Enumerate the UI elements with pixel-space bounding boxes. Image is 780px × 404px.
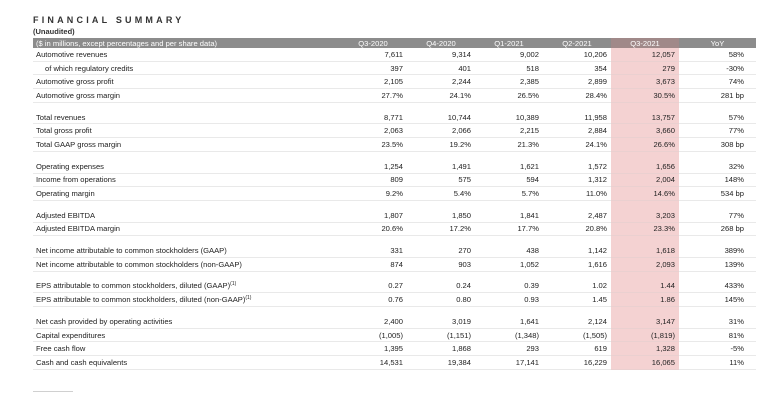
value-cell-q3-2021: 3,203 bbox=[611, 209, 679, 222]
value-cell-q3-2020: 23.5% bbox=[339, 138, 407, 152]
table-row bbox=[33, 61, 756, 75]
spacer-cell bbox=[407, 102, 475, 111]
value-cell-yoy: 74% bbox=[679, 75, 756, 89]
value-cell-q4-2020: 24.1% bbox=[407, 89, 475, 103]
value-cell-yoy: 389% bbox=[679, 244, 756, 257]
row-label: Automotive revenues bbox=[36, 49, 108, 59]
row-label: Free cash flow bbox=[36, 344, 86, 354]
page-title: FINANCIAL SUMMARY bbox=[33, 15, 185, 25]
value-cell-q4-2020: 19.2% bbox=[407, 138, 475, 152]
value-cell-q3-2020: 1,395 bbox=[339, 342, 407, 356]
value-cell-q1-2021: (1,348) bbox=[475, 328, 543, 342]
spacer-cell bbox=[407, 271, 475, 280]
value-cell-q1-2021: 10,389 bbox=[475, 111, 543, 124]
spacer-cell bbox=[339, 102, 407, 111]
value-cell-q3-2021: 1,618 bbox=[611, 244, 679, 257]
value-cell-q1-2021: 594 bbox=[475, 173, 543, 187]
row-label: Net income attributable to common stockholders (GAAP) bbox=[36, 246, 227, 256]
value-cell-q3-2020: 2,400 bbox=[339, 315, 407, 328]
value-cell-q2-2021: 20.8% bbox=[543, 222, 611, 236]
value-cell-q3-2020: 0.76 bbox=[339, 293, 407, 307]
value-cell-q2-2021: 11.0% bbox=[543, 187, 611, 201]
spacer-cell bbox=[33, 307, 339, 316]
row-label-cell bbox=[33, 89, 339, 103]
table-row bbox=[33, 75, 756, 89]
financial-summary-table bbox=[33, 38, 756, 370]
row-label-cell bbox=[33, 244, 339, 257]
spacer-cell bbox=[407, 151, 475, 160]
value-cell-yoy: 57% bbox=[679, 111, 756, 124]
value-cell-q1-2021: 2,215 bbox=[475, 124, 543, 138]
table-row bbox=[33, 342, 756, 356]
table-row bbox=[33, 257, 756, 271]
value-cell-q2-2021: 1,312 bbox=[543, 173, 611, 187]
row-label-cell bbox=[33, 356, 339, 370]
value-cell-q1-2021: 1,641 bbox=[475, 315, 543, 328]
value-cell-q2-2021: 24.1% bbox=[543, 138, 611, 152]
value-cell-q3-2021: 1.86 bbox=[611, 293, 679, 307]
table-header-row bbox=[33, 38, 756, 48]
value-cell-q4-2020: 903 bbox=[407, 257, 475, 271]
value-cell-yoy: 77% bbox=[679, 209, 756, 222]
row-label-cell bbox=[33, 187, 339, 201]
spacer-cell bbox=[407, 307, 475, 316]
value-cell-q1-2021: 518 bbox=[475, 61, 543, 75]
value-cell-q3-2021: 26.6% bbox=[611, 138, 679, 152]
value-cell-q2-2021: 16,229 bbox=[543, 356, 611, 370]
value-cell-q2-2021: 1,572 bbox=[543, 160, 611, 173]
row-label: Net cash provided by operating activities bbox=[36, 316, 173, 326]
value-cell-q4-2020: 19,384 bbox=[407, 356, 475, 370]
spacer-cell bbox=[407, 200, 475, 209]
spacer-cell bbox=[611, 307, 679, 316]
group-spacer bbox=[33, 102, 756, 111]
value-cell-q2-2021: 1,616 bbox=[543, 257, 611, 271]
value-cell-yoy: 81% bbox=[679, 328, 756, 342]
row-label: of which regulatory credits bbox=[45, 63, 134, 73]
table-row bbox=[33, 244, 756, 257]
row-label: Cash and cash equivalents bbox=[36, 357, 128, 367]
row-label: Operating expenses bbox=[36, 161, 104, 171]
value-cell-q1-2021: 438 bbox=[475, 244, 543, 257]
spacer-cell bbox=[33, 200, 339, 209]
value-cell-q4-2020: 3,019 bbox=[407, 315, 475, 328]
value-cell-yoy: 148% bbox=[679, 173, 756, 187]
spacer-cell bbox=[679, 200, 756, 209]
spacer-cell bbox=[679, 236, 756, 245]
value-cell-q4-2020: 0.80 bbox=[407, 293, 475, 307]
spacer-cell bbox=[475, 151, 543, 160]
value-cell-yoy: 139% bbox=[679, 257, 756, 271]
value-cell-q4-2020: 1,868 bbox=[407, 342, 475, 356]
table-row bbox=[33, 293, 756, 307]
row-label: Total revenues bbox=[36, 112, 86, 122]
spacer-cell bbox=[679, 151, 756, 160]
value-cell-q3-2020: 27.7% bbox=[339, 89, 407, 103]
value-cell-q3-2020: 809 bbox=[339, 173, 407, 187]
value-cell-q3-2021: 30.5% bbox=[611, 89, 679, 103]
value-cell-q4-2020: 575 bbox=[407, 173, 475, 187]
row-label: Automotive gross profit bbox=[36, 77, 114, 87]
table-row bbox=[33, 48, 756, 61]
value-cell-q3-2021: 3,147 bbox=[611, 315, 679, 328]
value-cell-q1-2021: 1,621 bbox=[475, 160, 543, 173]
row-label-cell bbox=[33, 173, 339, 187]
value-cell-q3-2020: 9.2% bbox=[339, 187, 407, 201]
value-cell-yoy: 534 bp bbox=[679, 187, 756, 201]
value-cell-q3-2021: 1,328 bbox=[611, 342, 679, 356]
value-cell-q3-2020: 2,063 bbox=[339, 124, 407, 138]
table-row bbox=[33, 222, 756, 236]
value-cell-q1-2021: 293 bbox=[475, 342, 543, 356]
table-row bbox=[33, 209, 756, 222]
value-cell-q3-2020: 1,807 bbox=[339, 209, 407, 222]
table-row bbox=[33, 111, 756, 124]
value-cell-yoy: -30% bbox=[679, 61, 756, 75]
spacer-cell bbox=[475, 271, 543, 280]
column-header-q2-2021: Q2-2021 bbox=[543, 38, 611, 48]
row-label-cell bbox=[33, 209, 339, 222]
row-label-cell bbox=[33, 342, 339, 356]
value-cell-q1-2021: 9,002 bbox=[475, 48, 543, 61]
spacer-cell bbox=[611, 200, 679, 209]
table-row bbox=[33, 160, 756, 173]
row-label: Capital expenditures bbox=[36, 330, 106, 340]
spacer-cell bbox=[679, 307, 756, 316]
value-cell-q2-2021: 1.02 bbox=[543, 280, 611, 293]
group-spacer bbox=[33, 307, 756, 316]
row-label-cell bbox=[33, 257, 339, 271]
row-label-cell bbox=[33, 124, 339, 138]
row-label: Net income attributable to common stockholders (non-GAAP) bbox=[36, 259, 242, 269]
value-cell-q3-2020: 20.6% bbox=[339, 222, 407, 236]
value-cell-yoy: 32% bbox=[679, 160, 756, 173]
group-spacer bbox=[33, 271, 756, 280]
value-cell-q3-2021: 23.3% bbox=[611, 222, 679, 236]
value-cell-yoy: -5% bbox=[679, 342, 756, 356]
spacer-cell bbox=[679, 271, 756, 280]
spacer-cell bbox=[33, 236, 339, 245]
value-cell-q3-2020: (1,005) bbox=[339, 328, 407, 342]
value-cell-q2-2021: 11,958 bbox=[543, 111, 611, 124]
row-label: Operating margin bbox=[36, 189, 95, 199]
value-cell-q4-2020: 0.24 bbox=[407, 280, 475, 293]
spacer-cell bbox=[407, 236, 475, 245]
spacer-cell bbox=[33, 271, 339, 280]
value-cell-q2-2021: 2,124 bbox=[543, 315, 611, 328]
spacer-cell bbox=[339, 307, 407, 316]
value-cell-q2-2021: 619 bbox=[543, 342, 611, 356]
value-cell-q3-2021: (1,819) bbox=[611, 328, 679, 342]
spacer-cell bbox=[611, 151, 679, 160]
group-spacer bbox=[33, 151, 756, 160]
spacer-cell bbox=[339, 271, 407, 280]
value-cell-q1-2021: 0.93 bbox=[475, 293, 543, 307]
row-label: Adjusted EBITDA bbox=[36, 210, 96, 220]
value-cell-q4-2020: 1,491 bbox=[407, 160, 475, 173]
spacer-cell bbox=[475, 307, 543, 316]
value-cell-q3-2020: 397 bbox=[339, 61, 407, 75]
row-label: Total GAAP gross margin bbox=[36, 139, 122, 149]
spacer-cell bbox=[475, 200, 543, 209]
row-label-cell bbox=[33, 160, 339, 173]
value-cell-q2-2021: 1,142 bbox=[543, 244, 611, 257]
row-label: EPS attributable to common stockholders, diluted (GAAP) bbox=[36, 281, 231, 291]
group-spacer bbox=[33, 236, 756, 245]
value-cell-q1-2021: 17.7% bbox=[475, 222, 543, 236]
value-cell-yoy: 268 bp bbox=[679, 222, 756, 236]
value-cell-q4-2020: (1,151) bbox=[407, 328, 475, 342]
value-cell-q2-2021: 1.45 bbox=[543, 293, 611, 307]
row-label: Automotive gross margin bbox=[36, 90, 120, 100]
spacer-cell bbox=[679, 102, 756, 111]
spacer-cell bbox=[339, 236, 407, 245]
value-cell-q2-2021: 2,487 bbox=[543, 209, 611, 222]
table-row bbox=[33, 138, 756, 152]
value-cell-q3-2021: 2,004 bbox=[611, 173, 679, 187]
value-cell-yoy: 281 bp bbox=[679, 89, 756, 103]
value-cell-q1-2021: 1,052 bbox=[475, 257, 543, 271]
row-label-cell bbox=[33, 328, 339, 342]
row-label-cell bbox=[33, 222, 339, 236]
value-cell-yoy: 11% bbox=[679, 356, 756, 370]
table-row bbox=[33, 315, 756, 328]
row-label-cell bbox=[33, 48, 339, 61]
table-row bbox=[33, 173, 756, 187]
value-cell-q2-2021: 2,899 bbox=[543, 75, 611, 89]
page-subtitle: (Unaudited) bbox=[33, 27, 75, 36]
row-label-cell bbox=[33, 138, 339, 152]
value-cell-q3-2020: 0.27 bbox=[339, 280, 407, 293]
spacer-cell bbox=[33, 102, 339, 111]
value-cell-q3-2020: 874 bbox=[339, 257, 407, 271]
column-header-q4-2020: Q4-2020 bbox=[407, 38, 475, 48]
row-label-cell bbox=[33, 293, 339, 307]
value-cell-q4-2020: 5.4% bbox=[407, 187, 475, 201]
value-cell-q3-2020: 1,254 bbox=[339, 160, 407, 173]
value-cell-yoy: 58% bbox=[679, 48, 756, 61]
row-label: Income from operations bbox=[36, 175, 116, 185]
table-row bbox=[33, 89, 756, 103]
value-cell-q1-2021: 21.3% bbox=[475, 138, 543, 152]
footnote-marker: (1) bbox=[230, 281, 237, 288]
value-cell-q3-2020: 2,105 bbox=[339, 75, 407, 89]
value-cell-q3-2021: 14.6% bbox=[611, 187, 679, 201]
value-cell-q2-2021: 10,206 bbox=[543, 48, 611, 61]
spacer-cell bbox=[543, 102, 611, 111]
group-spacer bbox=[33, 200, 756, 209]
footnote-divider bbox=[33, 391, 73, 392]
value-cell-yoy: 31% bbox=[679, 315, 756, 328]
spacer-cell bbox=[339, 151, 407, 160]
row-label-cell bbox=[33, 111, 339, 124]
value-cell-yoy: 308 bp bbox=[679, 138, 756, 152]
value-cell-q2-2021: 28.4% bbox=[543, 89, 611, 103]
value-cell-q1-2021: 26.5% bbox=[475, 89, 543, 103]
spacer-cell bbox=[475, 236, 543, 245]
row-label-cell bbox=[33, 61, 339, 75]
footnote-marker: (1) bbox=[245, 295, 252, 302]
value-cell-q3-2021: 12,057 bbox=[611, 48, 679, 61]
value-cell-q4-2020: 1,850 bbox=[407, 209, 475, 222]
value-cell-q3-2021: 1,656 bbox=[611, 160, 679, 173]
row-label: Total gross profit bbox=[36, 126, 92, 136]
value-cell-q3-2020: 14,531 bbox=[339, 356, 407, 370]
value-cell-q3-2021: 279 bbox=[611, 61, 679, 75]
value-cell-yoy: 145% bbox=[679, 293, 756, 307]
row-label: EPS attributable to common stockholders, diluted (non-GAAP) bbox=[36, 295, 246, 305]
value-cell-q3-2021: 1.44 bbox=[611, 280, 679, 293]
value-cell-q4-2020: 17.2% bbox=[407, 222, 475, 236]
value-cell-q3-2020: 8,771 bbox=[339, 111, 407, 124]
table-row bbox=[33, 124, 756, 138]
value-cell-q4-2020: 270 bbox=[407, 244, 475, 257]
value-cell-yoy: 433% bbox=[679, 280, 756, 293]
value-cell-q1-2021: 17,141 bbox=[475, 356, 543, 370]
value-cell-q3-2020: 7,611 bbox=[339, 48, 407, 61]
table-row bbox=[33, 356, 756, 370]
column-header-units: ($ in millions, except percentages and per share data) bbox=[33, 38, 339, 48]
row-label: Adjusted EBITDA margin bbox=[36, 224, 120, 234]
value-cell-q2-2021: (1,505) bbox=[543, 328, 611, 342]
column-header-q3-2021: Q3-2021 bbox=[611, 38, 679, 48]
value-cell-q4-2020: 9,314 bbox=[407, 48, 475, 61]
spacer-cell bbox=[339, 200, 407, 209]
value-cell-q3-2021: 13,757 bbox=[611, 111, 679, 124]
value-cell-q3-2021: 3,673 bbox=[611, 75, 679, 89]
value-cell-q4-2020: 2,066 bbox=[407, 124, 475, 138]
value-cell-q3-2020: 331 bbox=[339, 244, 407, 257]
spacer-cell bbox=[611, 271, 679, 280]
value-cell-q3-2021: 3,660 bbox=[611, 124, 679, 138]
spacer-cell bbox=[543, 271, 611, 280]
spacer-cell bbox=[611, 236, 679, 245]
spacer-cell bbox=[543, 236, 611, 245]
value-cell-q4-2020: 2,244 bbox=[407, 75, 475, 89]
spacer-cell bbox=[475, 102, 543, 111]
value-cell-q4-2020: 401 bbox=[407, 61, 475, 75]
spacer-cell bbox=[33, 151, 339, 160]
row-label-cell bbox=[33, 75, 339, 89]
value-cell-q2-2021: 2,884 bbox=[543, 124, 611, 138]
spacer-cell bbox=[543, 307, 611, 316]
row-label-cell bbox=[33, 280, 339, 293]
value-cell-q1-2021: 0.39 bbox=[475, 280, 543, 293]
column-header-yoy: YoY bbox=[679, 38, 756, 48]
value-cell-yoy: 77% bbox=[679, 124, 756, 138]
table-body bbox=[33, 48, 756, 369]
value-cell-q3-2021: 16,065 bbox=[611, 356, 679, 370]
value-cell-q1-2021: 5.7% bbox=[475, 187, 543, 201]
table-row bbox=[33, 280, 756, 293]
column-header-q1-2021: Q1-2021 bbox=[475, 38, 543, 48]
spacer-cell bbox=[611, 102, 679, 111]
column-header-q3-2020: Q3-2020 bbox=[339, 38, 407, 48]
table-row bbox=[33, 187, 756, 201]
value-cell-q1-2021: 1,841 bbox=[475, 209, 543, 222]
value-cell-q3-2021: 2,093 bbox=[611, 257, 679, 271]
value-cell-q4-2020: 10,744 bbox=[407, 111, 475, 124]
table-row bbox=[33, 328, 756, 342]
value-cell-q2-2021: 354 bbox=[543, 61, 611, 75]
spacer-cell bbox=[543, 200, 611, 209]
value-cell-q1-2021: 2,385 bbox=[475, 75, 543, 89]
row-label-cell bbox=[33, 315, 339, 328]
spacer-cell bbox=[543, 151, 611, 160]
